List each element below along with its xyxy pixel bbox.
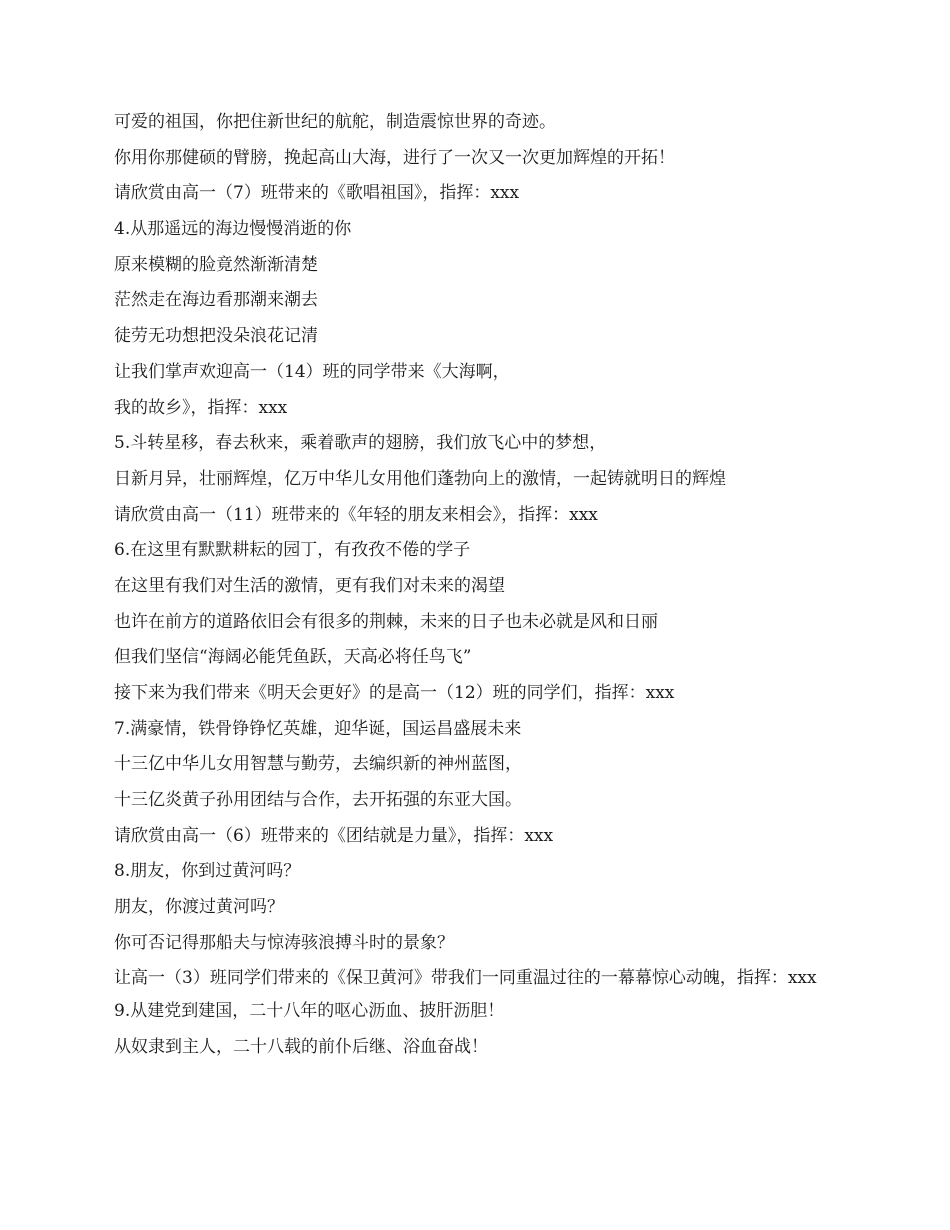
text-line: 在这里有我们对生活的激情，更有我们对未来的渴望 — [114, 575, 505, 596]
text-line: 从奴隶到主人，二十八载的前仆后继、浴血奋战！ — [114, 1036, 488, 1057]
text-line: 6.在这里有默默耕耘的园丁，有孜孜不倦的学子 — [114, 540, 471, 561]
text-line: 十三亿炎黄子孙用团结与合作，去开拓强的东亚大国。 — [114, 790, 522, 811]
text-line: 你用你那健硕的臂膀，挽起高山大海，进行了一次又一次更加辉煌的开拓！ — [114, 147, 675, 168]
text-line: 9.从建党到建国，二十八年的呕心沥血、披肝沥胆！ — [114, 1001, 505, 1021]
text-line: 你可否记得那船夫与惊涛骇浪搏斗时的景象？ — [114, 932, 454, 953]
text-line: 可爱的祖国，你把住新世纪的航舵，制造震惊世界的奇迹。 — [114, 112, 556, 132]
text-line: 徒劳无功想把没朵浪花记清 — [114, 326, 318, 347]
text-line: 请欣赏由高一（6）班带来的《团结就是力量》，指挥：xxx — [114, 825, 554, 846]
text-line: 原来模糊的脸竟然渐渐清楚 — [114, 254, 318, 275]
text-line: 请欣赏由高一（11）班带来的《年轻的朋友来相会》，指挥：xxx — [114, 504, 598, 525]
text-line: 4.从那遥远的海边慢慢消逝的你 — [114, 219, 352, 240]
text-line: 5.斗转星移，春去秋来，乘着歌声的翅膀，我们放飞心中的梦想， — [114, 433, 607, 454]
text-line: 让高一（3）班同学们带来的《保卫黄河》带我们一同重温过往的一幕幕惊心动魄，指挥：xxx — [114, 967, 817, 988]
text-line: 也许在前方的道路依旧会有很多的荆棘，未来的日子也未必就是风和日丽 — [114, 611, 658, 632]
text-line: 茫然走在海边看那潮来潮去 — [114, 290, 318, 311]
text-line: 朋友，你渡过黄河吗？ — [114, 897, 284, 918]
text-line: 7.满豪情，铁骨铮铮忆英雄，迎华诞，国运昌盛展未来 — [114, 718, 522, 739]
text-line: 接下来为我们带来《明天会更好》的是高一（12）班的同学们，指挥：xxx — [114, 683, 675, 703]
text-line: 让我们掌声欢迎高一（14）班的同学带来《大海啊， — [114, 361, 510, 382]
text-line: 请欣赏由高一（7）班带来的《歌唱祖国》，指挥：xxx — [114, 183, 520, 204]
text-line: 十三亿中华儿女用智慧与勤劳，去编织新的神州蓝图， — [114, 754, 522, 775]
text-line: 我的故乡》，指挥：xxx — [114, 397, 288, 418]
document-body — [114, 110, 828, 1070]
text-line: 日新月异，壮丽辉煌，亿万中华儿女用他们蓬勃向上的激情，一起铸就明日的辉煌 — [114, 468, 726, 489]
text-line: 但我们坚信“海阔必能凭鱼跃，天高必将任鸟飞” — [114, 647, 472, 668]
text-line: 8.朋友，你到过黄河吗？ — [114, 861, 301, 882]
